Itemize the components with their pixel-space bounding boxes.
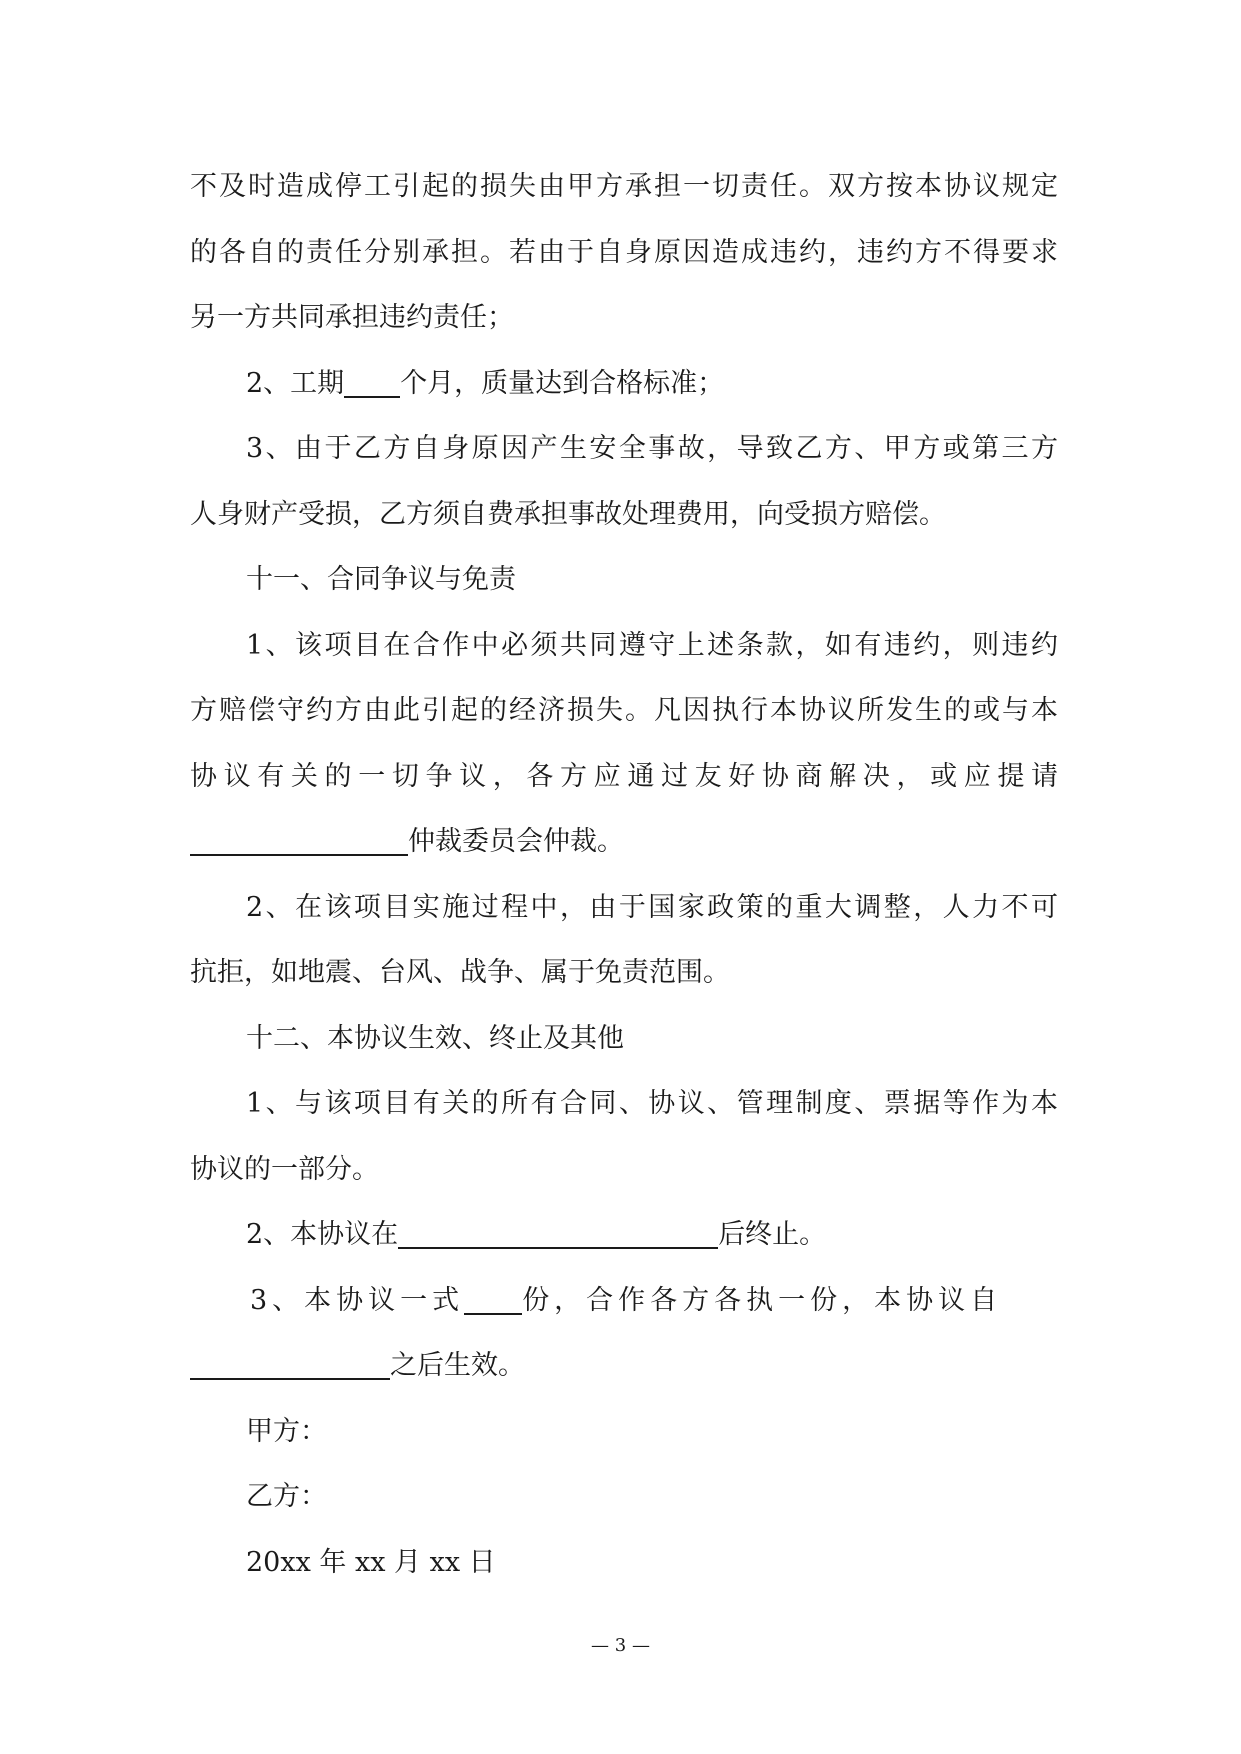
paragraph-line: 的各自的责任分别承担。若由于自身原因造成违约，违约方不得要求 xyxy=(190,236,1058,268)
clause-text: 之后生效。 xyxy=(390,1350,525,1381)
clause-effective xyxy=(190,1333,1058,1399)
fill-blank-months[interactable] xyxy=(344,369,400,398)
clause-arbitration xyxy=(190,809,1058,875)
paragraph-line: 协议有关的一切争议，各方应通过友好协商解决，或应提请 xyxy=(190,760,1058,792)
fill-blank-copies[interactable] xyxy=(464,1286,522,1315)
clause-text: 2、本协议在 xyxy=(246,1219,399,1250)
document-body xyxy=(190,154,1058,1595)
fill-blank-termination[interactable] xyxy=(398,1220,718,1249)
signing-date: 20xx 年 xx 月 xx 日 xyxy=(246,1546,496,1578)
paragraph-line: 2、在该项目实施过程中，由于国家政策的重大调整，人力不可 xyxy=(246,891,1058,923)
paragraph-line: 1、该项目在合作中必须共同遵守上述条款，如有违约，则违约 xyxy=(246,629,1058,661)
clause-copies xyxy=(190,1268,1058,1334)
paragraph-line: 3、由于乙方自身原因产生安全事故，导致乙方、甲方或第三方 xyxy=(246,433,1058,464)
paragraph-line: 抗拒，如地震、台风、战争、属于免责范围。 xyxy=(190,957,730,988)
paragraph-line: 另一方共同承担违约责任； xyxy=(190,302,514,333)
section-heading-12: 十二、本协议生效、终止及其他 xyxy=(246,1022,624,1054)
paragraph-line: 不及时造成停工引起的损失由甲方承担一切责任。双方按本协议规定 xyxy=(190,171,1058,202)
clause-text: 3、本协议一式 xyxy=(250,1284,465,1316)
paragraph-line: 1、与该项目有关的所有合同、协议、管理制度、票据等作为本 xyxy=(246,1088,1058,1119)
section-heading-11: 十一、合同争议与免责 xyxy=(246,564,516,595)
clause-termination xyxy=(190,1202,1058,1268)
clause-text: 后终止。 xyxy=(718,1219,827,1250)
clause-text: 份，合作各方各执一份，本协议自 xyxy=(522,1284,1003,1316)
fill-blank-arbitration[interactable] xyxy=(190,827,408,856)
clause-text: 个月，质量达到合格标准； xyxy=(400,367,725,399)
fill-blank-effective-date[interactable] xyxy=(190,1351,390,1380)
clause-text: 2、工期 xyxy=(246,367,345,399)
party-a-signature: 甲方： xyxy=(246,1415,327,1447)
paragraph-line: 人身财产受损，乙方须自费承担事故处理费用，向受损方赔偿。 xyxy=(190,498,946,530)
party-b-signature: 乙方： xyxy=(246,1481,327,1512)
paragraph-line: 方赔偿守约方由此引起的经济损失。凡因执行本协议所发生的或与本 xyxy=(190,695,1058,726)
clause-duration xyxy=(190,351,1058,417)
clause-text: 仲裁委员会仲裁。 xyxy=(408,826,624,857)
page-number: — 3 — xyxy=(591,1635,650,1656)
paragraph-line: 协议的一部分。 xyxy=(190,1153,379,1185)
